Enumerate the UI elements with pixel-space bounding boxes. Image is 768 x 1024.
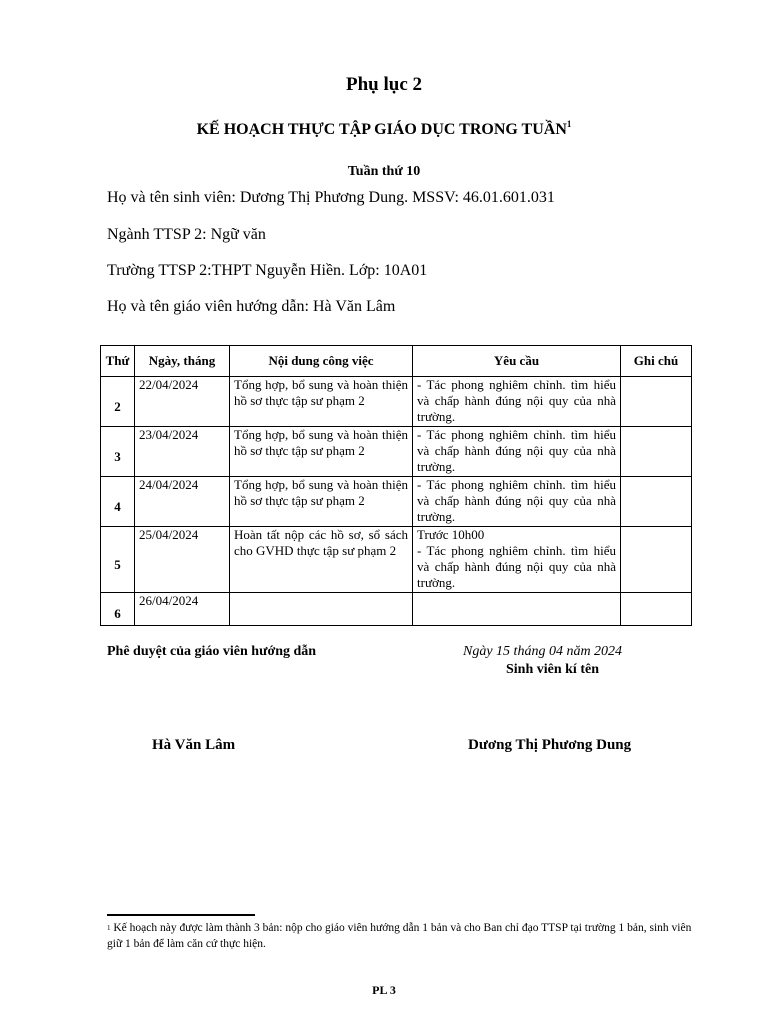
footnote-text: Kế hoạch này được làm thành 3 bản: nộp cho giáo viên hướng dẫn 1 bản và cho Ban chỉ đạo TTSP tại trường 1 bản, sinh viên giữ 1 bản để làm căn cứ thực hiện. bbox=[107, 922, 692, 950]
teacher-name: Hà Văn Lâm bbox=[152, 737, 236, 753]
row-requirement bbox=[413, 593, 621, 626]
school-info-line: Trường TTSP 2:THPT Nguyễn Hiền. Lớp: 10A01 bbox=[107, 262, 428, 279]
row-date: 23/04/2024 bbox=[135, 427, 230, 477]
header-requirement: Yêu cầu bbox=[413, 346, 621, 377]
row-date: 25/04/2024 bbox=[135, 527, 230, 593]
row-date: 26/04/2024 bbox=[135, 593, 230, 626]
row-content bbox=[230, 593, 413, 626]
row-content: Tổng hợp, bổ sung và hoàn thiện hồ sơ thực tập sư phạm 2 bbox=[230, 427, 413, 477]
row-note bbox=[621, 527, 692, 593]
row-note bbox=[621, 377, 692, 427]
row-content: Tổng hợp, bổ sung và hoàn thiện hồ sơ thực tập sư phạm 2 bbox=[230, 477, 413, 527]
student-info-line: Họ và tên sinh viên: Dương Thị Phương Dung. MSSV: 46.01.601.031 bbox=[107, 189, 555, 206]
table-row bbox=[101, 377, 692, 427]
appendix-title: Phụ lục 2 bbox=[345, 74, 423, 95]
page-number: PL 3 bbox=[372, 983, 396, 997]
header-note: Ghi chú bbox=[621, 346, 692, 377]
row-date: 24/04/2024 bbox=[135, 477, 230, 527]
table-row bbox=[101, 593, 692, 626]
approval-label: Phê duyệt của giáo viên hướng dẫn bbox=[107, 644, 317, 659]
plan-title bbox=[0, 121, 768, 139]
signing-date: Ngày 15 tháng 04 năm 2024 bbox=[463, 644, 623, 659]
plan-title-text: KẾ HOẠCH THỰC TẬP GIÁO DỤC TRONG TUẦN bbox=[196, 121, 567, 138]
row-note bbox=[621, 427, 692, 477]
row-date: 22/04/2024 bbox=[135, 377, 230, 427]
row-requirement: - Tác phong nghiêm chỉnh. tìm hiểu và chấp hành đúng nội quy của nhà trường. bbox=[413, 427, 621, 477]
row-note bbox=[621, 593, 692, 626]
table-row bbox=[101, 527, 692, 593]
week-label: Tuần thứ 10 bbox=[347, 164, 421, 179]
row-requirement: Trước 10h00 - Tác phong nghiêm chỉnh. tìm hiểu và chấp hành đúng nội quy của nhà trường. bbox=[413, 527, 621, 593]
row-day: 5 bbox=[101, 527, 135, 593]
row-day: 6 bbox=[101, 593, 135, 626]
row-note bbox=[621, 477, 692, 527]
row-requirement: - Tác phong nghiêm chỉnh. tìm hiểu và chấp hành đúng nội quy của nhà trường. bbox=[413, 477, 621, 527]
header-day: Thứ bbox=[101, 346, 135, 377]
header-date: Ngày, tháng bbox=[135, 346, 230, 377]
table-header-row bbox=[101, 346, 692, 377]
header-content: Nội dung công việc bbox=[230, 346, 413, 377]
supervisor-info-line: Họ và tên giáo viên hướng dẫn: Hà Văn Lâm bbox=[107, 298, 396, 315]
row-content: Tổng hợp, bổ sung và hoàn thiện hồ sơ thực tập sư phạm 2 bbox=[230, 377, 413, 427]
row-day: 2 bbox=[101, 377, 135, 427]
weekly-plan-table bbox=[100, 345, 692, 626]
table-row bbox=[101, 477, 692, 527]
title-footnote-mark: 1 bbox=[566, 119, 572, 129]
footnote-mark: 1 bbox=[107, 924, 111, 932]
row-day: 3 bbox=[101, 427, 135, 477]
row-day: 4 bbox=[101, 477, 135, 527]
row-content: Hoàn tất nộp các hồ sơ, sổ sách cho GVHD thực tập sư phạm 2 bbox=[230, 527, 413, 593]
footnote bbox=[107, 920, 702, 952]
student-name: Dương Thị Phương Dung bbox=[468, 737, 632, 753]
student-sign-label: Sinh viên kí tên bbox=[506, 662, 599, 677]
table-row bbox=[101, 427, 692, 477]
row-requirement: - Tác phong nghiêm chỉnh. tìm hiểu và chấp hành đúng nội quy của nhà trường. bbox=[413, 377, 621, 427]
major-info-line: Ngành TTSP 2: Ngữ văn bbox=[107, 226, 266, 243]
footnote-divider bbox=[107, 914, 255, 916]
